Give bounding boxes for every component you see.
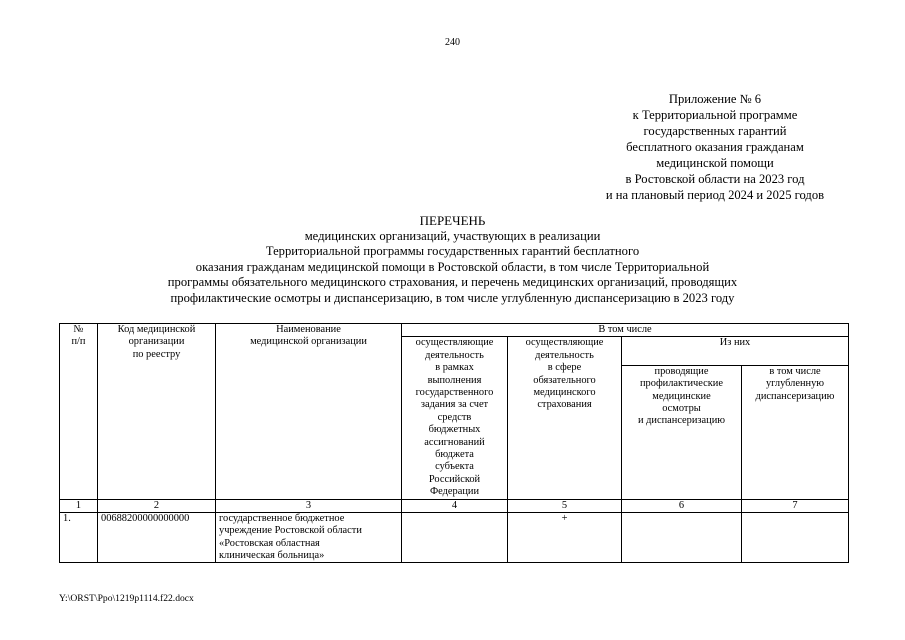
header-text: № <box>73 324 84 335</box>
header-text: углубленную <box>765 378 825 390</box>
column-number: 1 <box>60 499 98 512</box>
column-number: 5 <box>508 499 622 512</box>
row-in-depth <box>742 512 849 563</box>
header-text: государственного <box>415 387 494 399</box>
header-text: бюджетных <box>428 424 481 436</box>
header-text: Российской <box>428 473 481 485</box>
header-text: деятельность <box>535 349 594 361</box>
appendix-header <box>560 91 870 203</box>
header-text: субъекта <box>435 461 474 473</box>
header-text: выполнения <box>427 374 482 386</box>
header-budget <box>402 337 508 499</box>
column-number: 2 <box>98 499 216 512</box>
row-name-line: государственное бюджетное <box>219 512 345 524</box>
header-text: средств <box>437 411 472 423</box>
header-text: по реестру <box>132 348 181 360</box>
header-text: Наименование <box>276 324 341 335</box>
appendix-line: бесплатного оказания гражданам <box>626 140 804 154</box>
appendix-line: медицинской помощи <box>656 156 774 170</box>
header-text: медицинского <box>533 387 596 399</box>
organizations-table <box>59 323 849 563</box>
column-number: 6 <box>622 499 742 512</box>
header-of-them: Из них <box>622 337 849 365</box>
header-text: п/п <box>71 336 86 348</box>
header-text: осуществляющие <box>415 337 494 349</box>
header-text: профилактические <box>640 378 723 390</box>
page-number: 240 <box>445 37 460 48</box>
header-prophylactic <box>622 365 742 499</box>
header-text: ассигнований <box>424 436 485 448</box>
header-text: обязательного <box>533 374 596 386</box>
appendix-line: в Ростовской области на 2023 год <box>625 172 805 186</box>
title-line: оказания гражданам медицинской помощи в Ростовской области, в том числе Территориальной <box>195 259 710 274</box>
document-title <box>0 213 905 306</box>
header-name <box>216 324 402 500</box>
header-text: медицинские <box>652 390 711 402</box>
header-text: осмотры <box>662 403 701 415</box>
table-row <box>60 512 849 563</box>
title-line: программы обязательного медицинского страхования, и перечень медицинских организаций, проводящих <box>167 275 738 289</box>
column-number-row <box>60 499 849 512</box>
title-line: профилактические осмотры и диспансеризацию, в том числе углубленную диспансеризацию в 2023 году <box>170 290 735 305</box>
header-text: Федерации <box>429 486 480 498</box>
row-budget <box>402 512 508 563</box>
appendix-line: к Территориальной программе <box>632 108 798 122</box>
row-prophylactic <box>622 512 742 563</box>
header-text: страхования <box>537 399 592 411</box>
appendix-line: Приложение № 6 <box>668 92 762 106</box>
row-name-line: «Ростовская областная <box>219 537 320 549</box>
title-line: Территориальной программы государственных гарантий бесплатного <box>265 244 640 258</box>
header-code <box>98 324 216 500</box>
header-text: в рамках <box>435 362 474 374</box>
header-text: организации <box>128 336 185 348</box>
row-oms: + <box>508 512 622 563</box>
appendix-line: государственных гарантий <box>643 124 787 138</box>
row-name <box>216 512 402 563</box>
appendix-line: и на плановый период 2024 и 2025 годов <box>605 188 825 202</box>
header-in-depth <box>742 365 849 499</box>
file-path-footer: Y:\ORST\Ppo\1219p1114.f22.docx <box>59 593 194 604</box>
column-number: 7 <box>742 499 849 512</box>
header-text: деятельность <box>425 349 484 361</box>
header-text: бюджета <box>435 449 474 461</box>
header-text: проводящие <box>654 365 709 377</box>
header-text: осуществляющие <box>525 337 604 349</box>
row-code: 00688200000000000 <box>98 512 216 563</box>
header-num <box>60 324 98 500</box>
header-text: задания за счет <box>420 399 489 411</box>
header-oms <box>508 337 622 499</box>
header-text: медицинской организации <box>250 336 367 348</box>
header-text: в сфере <box>547 362 582 374</box>
header-text: диспансеризацию <box>755 390 835 402</box>
column-number: 4 <box>402 499 508 512</box>
title-line: медицинских организаций, участвующих в реализации <box>304 228 601 243</box>
row-name-line: учреждение Ростовской области <box>219 525 362 537</box>
header-including: В том числе <box>402 324 849 337</box>
header-text: в том числе <box>769 365 821 377</box>
title-heading: ПЕРЕЧЕНЬ <box>419 213 486 228</box>
header-text: и диспансеризацию <box>637 415 726 427</box>
column-number: 3 <box>216 499 402 512</box>
row-name-line: клиническая больница» <box>219 549 325 561</box>
header-text: Код медицинской <box>117 324 196 335</box>
row-num: 1. <box>60 512 98 563</box>
